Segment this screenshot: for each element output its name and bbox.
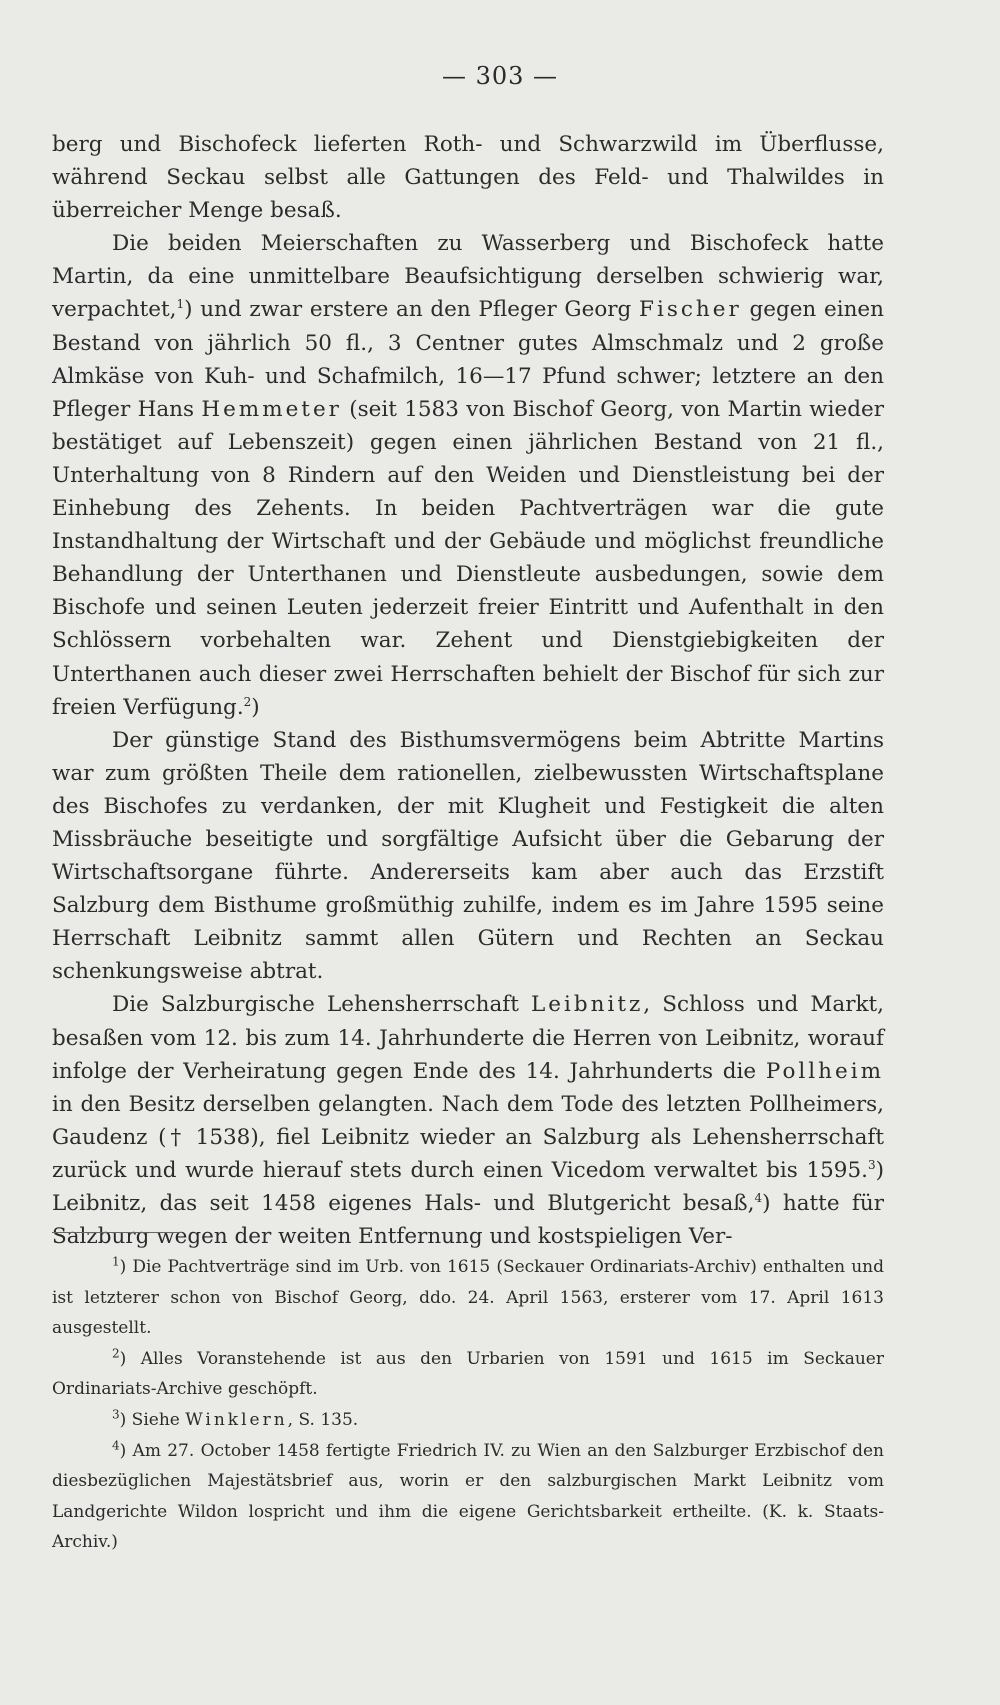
footnote-2 [52, 1344, 884, 1405]
name-winklern: Winklern [185, 1409, 288, 1430]
footnotes [52, 1252, 884, 1558]
footnote-number: 1 [112, 1254, 120, 1269]
paragraph-2 [52, 227, 884, 723]
footnote-text: ) Die Pachtverträge sind im Urb. von 1615 (Seckauer Ordinariats-Archiv) enthalten und ist letzterer schon von Bischof Georg, ddo. 24. April 1563, ersterer vom 17. April 1613 ausgestellt. [52, 1257, 884, 1339]
footnote-number: 4 [112, 1437, 120, 1452]
text-run: ) Leibnitz, das seit 1458 eigenes Hals- und Blutgericht besaß, [52, 1157, 884, 1216]
footnote-ref-1: 1 [176, 297, 185, 312]
paragraph-1: berg und Bischofeck lieferten Roth- und Schwarzwild im Überflusse, während Seckau selbst alle Gattungen des Feld- und Thalwildes in überreicher Menge besaß. [52, 132, 884, 224]
footnote-text: ) Siehe [119, 1409, 186, 1430]
footnote-text: , S. 135. [287, 1409, 359, 1430]
text-run: , Schloss und Markt, besaßen vom 12. bis zum 14. Jahrhunderte die Herren von Leibnitz, worauf infolge der Verheiratung gegen Ende des 14. Jahrhunderts die [52, 992, 884, 1084]
footnote-number: 2 [112, 1346, 120, 1361]
main-text [52, 128, 884, 1253]
footnote-3 [52, 1405, 884, 1436]
footnote-text: ) Am 27. October 1458 fertigte Friedrich IV. zu Wien an den Salzburger Erzbischof den diesbezüglichen Majestätsbrief aus, worin er den salzburgischen Markt Leibnitz vom Landgerichte Wildon lospricht und ihm die eigene Gerichtsbarkeit ertheilte. (K. k. Staats-Archiv.) [52, 1440, 884, 1553]
page-number-header: — 303 — [441, 62, 559, 90]
text-run: in den Besitz derselben gelangten. Nach dem Tode des letzten Pollheimers, Gaudenz († 1538), fiel Leibnitz wieder an Salzburg als Lehensherrschaft zurück und wurde hierauf stets durch einen Vicedom verwaltet bis 1595. [52, 1091, 884, 1183]
footnote-number: 3 [112, 1407, 120, 1422]
paragraph-3: Der günstige Stand des Bisthumsvermögens beim Abtritte Martins war zum größten Theile dem rationellen, zielbewussten Wirtschaftsplane des Bischofes zu verdanken, der mit Klugheit und Festigkeit die alten Missbräuche beseitigte und sorgfältige Aufsicht über die Gebarung der Wirtschaftsorgane führte. Andererseits kam aber auch das Erzstift Salzburg dem Bisthume großmüthig zuhilfe, indem es im Jahre 1595 seine Herrschaft Leibnitz sammt allen Gütern und Rechten an Seckau schenkungsweise abtrat. [52, 727, 884, 985]
footnote-divider [52, 1232, 182, 1233]
text-run: Die Salzburgische Lehensherrschaft [112, 992, 531, 1018]
footnote-1 [52, 1252, 884, 1344]
footnote-4 [52, 1436, 884, 1558]
footnote-ref-4: 4 [754, 1190, 763, 1205]
paragraph-4 [52, 988, 884, 1253]
name-pollheim: Pollheim [765, 1058, 884, 1084]
text-run: ) und zwar erstere an den Pfleger Georg [184, 297, 640, 323]
footnote-ref-2: 2 [243, 694, 252, 709]
name-fischer: Fischer [639, 297, 742, 323]
name-hemmeter: Hemmeter [201, 396, 342, 422]
text-run: gegen einen Bestand von jährlich 50 fl., 3 Centner gutes Almschmalz und 2 große Almkäse von Kuh- und Schafmilch, 16—17 Pfund schwer; letztere an den Pfleger Hans [52, 297, 885, 422]
name-leibnitz: Leibnitz [530, 992, 644, 1018]
footnote-ref-3: 3 [867, 1157, 876, 1172]
text-run: ) hatte für Salzburg wegen der weiten Entfernung und kostspieligen Ver- [52, 1191, 885, 1250]
text-run: Die beiden Meierschaften zu Wasserberg und Bischofeck hatte Martin, da eine unmittelbare Beaufsichtigung derselben schwierig war, verpachtet, [52, 231, 884, 323]
footnote-text: ) Alles Voranstehende ist aus den Urbarien von 1591 und 1615 im Seckauer Ordinariats-Archive geschöpft. [52, 1348, 884, 1400]
text-run: (seit 1583 von Bischof Georg, von Martin wieder bestätiget auf Lebenszeit) gegen einen jährlichen Bestand von 21 fl., Unterhaltung von 8 Rindern auf den Weiden und Dienstleistung bei der Einhebung des Zehents. In beiden Pachtverträgen war die gute Instandhaltung der Wirtschaft und der Gebäude und möglichst freundliche Behandlung der Unterthanen und Dienstleute ausbedungen, sowie dem Bischofe und seinen Leuten jederzeit freier Eintritt und Aufenthalt in den Schlössern vorbehalten war. Zehent und Dienstgiebigkeiten der Unterthanen auch dieser zwei Herrschaften behielt der Bischof für sich zur freien Verfügung. [52, 396, 884, 720]
text-run: ) [251, 694, 260, 720]
